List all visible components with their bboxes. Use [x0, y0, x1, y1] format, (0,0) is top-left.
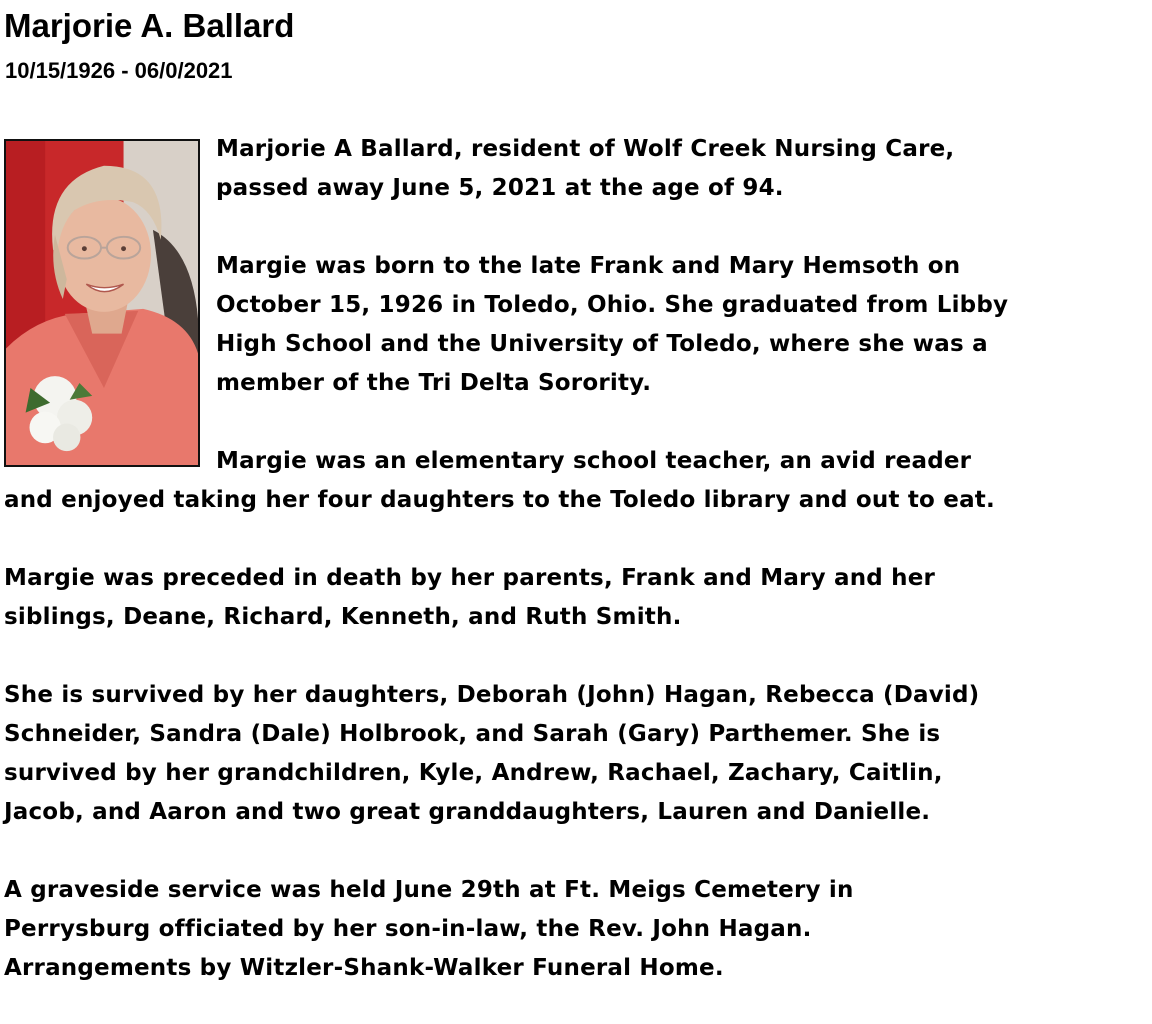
text-line: Margie was preceded in death by her parents, Frank and Mary and her [4, 565, 936, 591]
text-line: Marjorie A Ballard, resident of Wolf Creek Nursing Care, [216, 136, 955, 162]
text-line: Margie was an elementary school teacher, an avid reader [216, 448, 972, 474]
obituary-body [4, 130, 1144, 988]
text-line: Arrangements by Witzler-Shank-Walker Funeral Home. [4, 955, 724, 981]
text-line: Perrysburg officiated by her son-in-law, the Rev. John Hagan. [4, 916, 812, 942]
text-line: High School and the University of Toledo, where she was a [216, 331, 988, 357]
text-line: Margie was born to the late Frank and Mary Hemsoth on [216, 253, 961, 279]
text-line: member of the Tri Delta Sorority. [216, 370, 652, 396]
text-line: Schneider, Sandra (Dale) Holbrook, and Sarah (Gary) Parthemer. She is [4, 721, 941, 747]
life-dates: 10/15/1926 - 06/0/2021 [5, 58, 233, 83]
text-line: siblings, Deane, Richard, Kenneth, and Ruth Smith. [4, 604, 682, 630]
text-line: She is survived by her daughters, Deborah (John) Hagan, Rebecca (David) [4, 682, 980, 708]
text-line: and enjoyed taking her four daughters to the Toledo library and out to eat. [4, 487, 995, 513]
text-line: passed away June 5, 2021 at the age of 94. [216, 175, 784, 201]
text-line: A graveside service was held June 29th at Ft. Meigs Cemetery in [4, 877, 854, 903]
portrait-photo-icon [6, 141, 198, 465]
text-line: survived by her grandchildren, Kyle, Andrew, Rachael, Zachary, Caitlin, [4, 760, 943, 786]
text-line: October 15, 1926 in Toledo, Ohio. She graduated from Libby [216, 292, 1009, 318]
portrait-photo [4, 139, 200, 467]
text-line: Jacob, and Aaron and two great granddaughters, Lauren and Danielle. [4, 799, 931, 825]
obituary-name-title: Marjorie A. Ballard [4, 7, 295, 44]
